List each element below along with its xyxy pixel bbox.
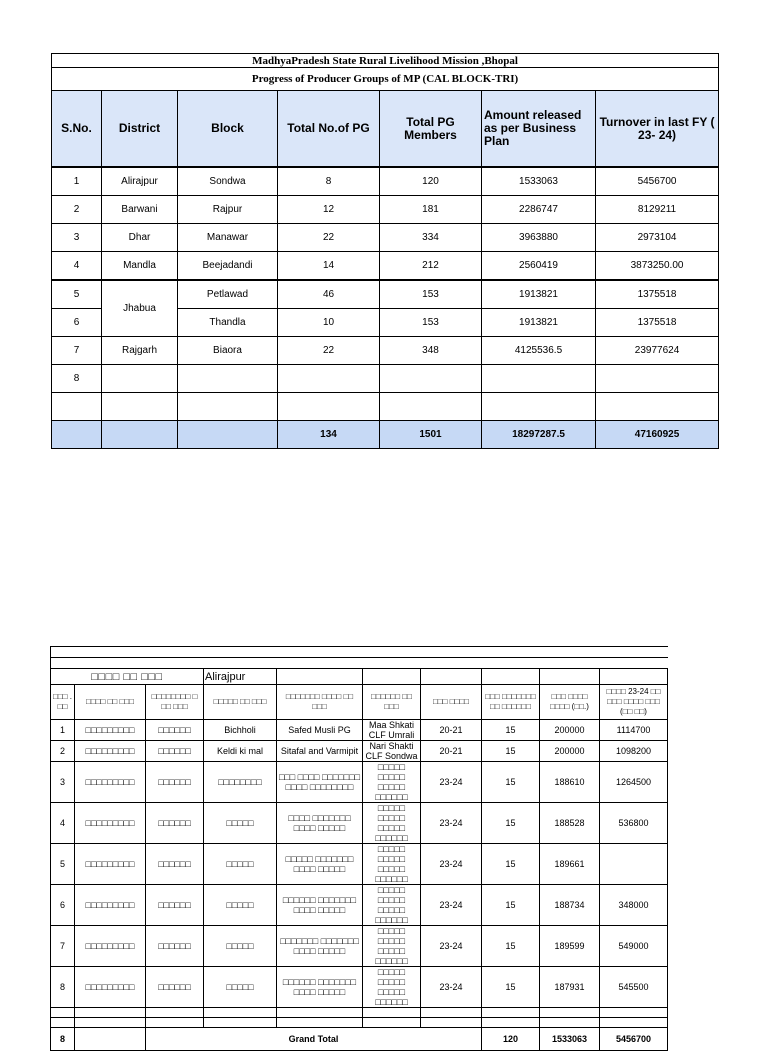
cell-year: 23-24 — [421, 926, 482, 967]
cell-empty — [178, 393, 278, 421]
cell-empty — [600, 669, 668, 685]
table-row — [51, 803, 668, 844]
cell-village: □□□□□ — [204, 803, 277, 844]
table-row — [52, 252, 719, 281]
cell-members: 15 — [482, 885, 540, 926]
cell-clf: Maa Shkati CLF Umrali — [363, 720, 421, 741]
cell-block — [178, 365, 278, 393]
cell-district: Rajgarh — [102, 337, 178, 365]
cell-members: 15 — [482, 844, 540, 885]
cell-empty — [146, 1008, 204, 1018]
cell-empty — [482, 393, 596, 421]
cell-amount: 200000 — [540, 720, 600, 741]
grand-total-amount: 1533063 — [540, 1028, 600, 1051]
total-turnover: 47160925 — [596, 421, 719, 449]
cell-amount: 1533063 — [482, 167, 596, 196]
cell-empty — [277, 1018, 363, 1028]
total-amount: 18297287.5 — [482, 421, 596, 449]
cell-amount: 3963880 — [482, 224, 596, 252]
cell-amount — [482, 365, 596, 393]
cell-pg: 22 — [278, 224, 380, 252]
cell-members: 15 — [482, 926, 540, 967]
cell-village: Keldi ki mal — [204, 741, 277, 762]
cell-empty — [421, 1008, 482, 1018]
table-row — [52, 365, 719, 393]
cell-district — [102, 365, 178, 393]
table-row — [52, 224, 719, 252]
cell-district: Jhabua — [102, 280, 178, 337]
cell-year: 20-21 — [421, 741, 482, 762]
cell-empty — [278, 393, 380, 421]
cell-amount: 200000 — [540, 741, 600, 762]
cell-empty — [51, 1008, 75, 1018]
cell-empty — [600, 1008, 668, 1018]
cell-members: 153 — [380, 280, 482, 309]
cell-sno: 3 — [51, 762, 75, 803]
cell-block: Thandla — [178, 309, 278, 337]
cell-block: Beejadandi — [178, 252, 278, 281]
cell-pg-name: □□□ □□□□ □□□□□□□ □□□□ □□□□□□□□ — [277, 762, 363, 803]
cell-block: □□□□□□ — [146, 885, 204, 926]
cell-turnover: 348000 — [600, 885, 668, 926]
cell-clf: □□□□□ □□□□□ □□□□□ □□□□□□ — [363, 967, 421, 1008]
cell-sno: 5 — [52, 280, 102, 309]
header-members: □□□ □□□□□□□ □□ □□□□□□ — [482, 685, 540, 720]
cell-members: 15 — [482, 967, 540, 1008]
cell-turnover: 2973104 — [596, 224, 719, 252]
cell-amount: 188610 — [540, 762, 600, 803]
cell-empty — [540, 1008, 600, 1018]
cell-pg: 22 — [278, 337, 380, 365]
cell-empty — [52, 421, 102, 449]
cell-district: □□□□□□□□□ — [75, 803, 146, 844]
grand-total-turnover: 5456700 — [600, 1028, 668, 1051]
cell-amount: 189599 — [540, 926, 600, 967]
cell-turnover: 549000 — [600, 926, 668, 967]
district-value: Alirajpur — [204, 669, 277, 685]
cell-year: 20-21 — [421, 720, 482, 741]
cell-members: 348 — [380, 337, 482, 365]
cell-turnover: 536800 — [600, 803, 668, 844]
cell-members: 120 — [380, 167, 482, 196]
cell-empty — [75, 1028, 146, 1051]
cell-clf: □□□□□ □□□□□ □□□□□ □□□□□□ — [363, 803, 421, 844]
cell-amount: 1913821 — [482, 309, 596, 337]
cell-empty — [51, 1018, 75, 1028]
cell-sno: 7 — [51, 926, 75, 967]
table-subtitle: Progress of Producer Groups of MP (CAL BLOCK-TRI) — [52, 68, 719, 91]
cell-block: □□□□□□ — [146, 762, 204, 803]
blank-row — [51, 658, 668, 669]
producer-groups-progress-table — [51, 53, 719, 449]
cell-pg-name: □□□□ □□□□□□□ □□□□ □□□□□ — [277, 803, 363, 844]
cell-year: 23-24 — [421, 803, 482, 844]
cell-block: □□□□□□ — [146, 741, 204, 762]
cell-sno: 3 — [52, 224, 102, 252]
header-amount: □□□ □□□□ □□□□ (□□.) — [540, 685, 600, 720]
cell-village: □□□□□ — [204, 885, 277, 926]
cell-pg: 12 — [278, 196, 380, 224]
cell-district: □□□□□□□□□ — [75, 741, 146, 762]
cell-village: □□□□□ — [204, 926, 277, 967]
cell-sno: 2 — [51, 741, 75, 762]
cell-amount: 188528 — [540, 803, 600, 844]
cell-empty — [600, 1018, 668, 1028]
header-clf: □□□□□□ □□ □□□ — [363, 685, 421, 720]
header-year: □□□ □□□□ — [421, 685, 482, 720]
cell-village: □□□□□ — [204, 967, 277, 1008]
district-row — [51, 669, 668, 685]
cell-empty — [380, 393, 482, 421]
cell-block: Sondwa — [178, 167, 278, 196]
header-total-members: Total PG Members — [380, 91, 482, 168]
table-header-row — [52, 91, 719, 168]
cell-clf: □□□□□ □□□□□ □□□□□ □□□□□□ — [363, 762, 421, 803]
cell-year: 23-24 — [421, 885, 482, 926]
cell-turnover: 1375518 — [596, 309, 719, 337]
cell-empty — [421, 1018, 482, 1028]
cell-empty — [540, 1018, 600, 1028]
total-members: 1501 — [380, 421, 482, 449]
cell-turnover — [596, 365, 719, 393]
cell-members: 153 — [380, 309, 482, 337]
cell-district: □□□□□□□□□ — [75, 926, 146, 967]
header-amount: Amount released as per Business Plan — [482, 91, 596, 168]
cell-pg-name: Sitafal and Varmipit — [277, 741, 363, 762]
cell-sno: 1 — [51, 720, 75, 741]
cell-empty — [75, 1018, 146, 1028]
cell-district: □□□□□□□□□ — [75, 844, 146, 885]
cell-turnover: 1098200 — [600, 741, 668, 762]
cell-empty — [540, 669, 600, 685]
table-row — [51, 762, 668, 803]
cell-empty — [363, 669, 421, 685]
cell-pg: 10 — [278, 309, 380, 337]
cell-district: □□□□□□□□□ — [75, 762, 146, 803]
cell-year: 23-24 — [421, 844, 482, 885]
district-label: □□□□ □□ □□□ — [51, 669, 204, 685]
cell-amount: 187931 — [540, 967, 600, 1008]
cell-pg: 46 — [278, 280, 380, 309]
cell-sno: 8 — [52, 365, 102, 393]
header-total-pg: Total No.of PG — [278, 91, 380, 168]
cell-empty — [277, 669, 363, 685]
cell-district: Barwani — [102, 196, 178, 224]
cell-block: □□□□□□ — [146, 926, 204, 967]
cell-block: Rajpur — [178, 196, 278, 224]
cell-pg-name: □□□□□□ □□□□□□□ □□□□ □□□□□ — [277, 967, 363, 1008]
cell-members: 334 — [380, 224, 482, 252]
cell-block: □□□□□□ — [146, 844, 204, 885]
cell-district: □□□□□□□□□ — [75, 885, 146, 926]
header-district: District — [102, 91, 178, 168]
grand-total-members: 120 — [482, 1028, 540, 1051]
cell-amount: 188734 — [540, 885, 600, 926]
table-row — [51, 926, 668, 967]
cell-sno: 4 — [52, 252, 102, 281]
cell-sno: 1 — [52, 167, 102, 196]
cell-pg-name: Safed Musli PG — [277, 720, 363, 741]
header-block: Block — [178, 91, 278, 168]
cell-members: 15 — [482, 762, 540, 803]
cell-members — [380, 365, 482, 393]
cell-clf: □□□□□ □□□□□ □□□□□ □□□□□□ — [363, 885, 421, 926]
cell-empty — [102, 421, 178, 449]
cell-pg-name: □□□□□□ □□□□□□□ □□□□ □□□□□ — [277, 885, 363, 926]
cell-empty — [146, 1018, 204, 1028]
table-row — [51, 720, 668, 741]
cell-members: 15 — [482, 720, 540, 741]
header-village: □□□□□ □□ □□□ — [204, 685, 277, 720]
cell-district: □□□□□□□□□ — [75, 720, 146, 741]
table-row — [52, 167, 719, 196]
cell-members: 15 — [482, 803, 540, 844]
header-sno: □□□ . □□ — [51, 685, 75, 720]
cell-empty — [596, 393, 719, 421]
total-pg: 134 — [278, 421, 380, 449]
cell-year: 23-24 — [421, 967, 482, 1008]
table-row — [51, 844, 668, 885]
table-row — [51, 967, 668, 1008]
cell-sno: 4 — [51, 803, 75, 844]
cell-village: □□□□□□□□ — [204, 762, 277, 803]
cell-turnover: 3873250.00 — [596, 252, 719, 281]
grand-total-row — [51, 1028, 668, 1051]
cell-sno: 8 — [51, 967, 75, 1008]
cell-empty — [482, 1018, 540, 1028]
cell-sno: 6 — [52, 309, 102, 337]
cell-turnover: 1375518 — [596, 280, 719, 309]
cell-turnover: 23977624 — [596, 337, 719, 365]
cell-empty — [482, 1008, 540, 1018]
cell-district: Mandla — [102, 252, 178, 281]
header-pg-name: □□□□□□□ □□□□ □□ □□□ — [277, 685, 363, 720]
cell-empty — [277, 1008, 363, 1018]
cell-block: □□□□□□ — [146, 803, 204, 844]
cell-empty — [482, 669, 540, 685]
header-turnover: □□□□ 23-24 □□ □□□ □□□□ □□□ (□□ □□) — [600, 685, 668, 720]
table-row-empty — [52, 393, 719, 421]
cell-village: Bichholi — [204, 720, 277, 741]
detail-header-row — [51, 685, 668, 720]
cell-empty — [363, 1018, 421, 1028]
cell-turnover: 545500 — [600, 967, 668, 1008]
cell-empty — [75, 1008, 146, 1018]
cell-empty — [363, 1008, 421, 1018]
cell-empty — [178, 421, 278, 449]
cell-pg — [278, 365, 380, 393]
cell-turnover: 1114700 — [600, 720, 668, 741]
cell-sno: 5 — [51, 844, 75, 885]
cell-members: 212 — [380, 252, 482, 281]
cell-block: □□□□□□ — [146, 967, 204, 1008]
cell-block: Manawar — [178, 224, 278, 252]
alirajpur-detail-table — [50, 646, 668, 1051]
cell-block: □□□□□□ — [146, 720, 204, 741]
cell-block: Biaora — [178, 337, 278, 365]
cell-amount: 2560419 — [482, 252, 596, 281]
cell-district: Dhar — [102, 224, 178, 252]
spacer-row — [51, 1008, 668, 1018]
cell-turnover: 5456700 — [596, 167, 719, 196]
cell-members: 181 — [380, 196, 482, 224]
cell-turnover: 1264500 — [600, 762, 668, 803]
cell-sno: 6 — [51, 885, 75, 926]
cell-empty — [102, 393, 178, 421]
header-district: □□□□ □□ □□□ — [75, 685, 146, 720]
header-turnover: Turnover in last FY ( 23- 24) — [596, 91, 719, 168]
cell-turnover: 8129211 — [596, 196, 719, 224]
table-row — [52, 280, 719, 309]
cell-district: Alirajpur — [102, 167, 178, 196]
cell-empty — [421, 669, 482, 685]
org-title: MadhyaPradesh State Rural Livelihood Mission ,Bhopal — [52, 54, 719, 68]
cell-village: □□□□□ — [204, 844, 277, 885]
cell-district: □□□□□□□□□ — [75, 967, 146, 1008]
spacer-row — [51, 1018, 668, 1028]
cell-pg-name: □□□□□ □□□□□□□ □□□□ □□□□□ — [277, 844, 363, 885]
cell-year: 23-24 — [421, 762, 482, 803]
cell-amount: 1913821 — [482, 280, 596, 309]
blank-row — [51, 647, 668, 658]
cell-clf: □□□□□ □□□□□ □□□□□ □□□□□□ — [363, 926, 421, 967]
cell-amount: 4125536.5 — [482, 337, 596, 365]
cell-amount: 2286747 — [482, 196, 596, 224]
table-row — [51, 885, 668, 926]
cell-block: Petlawad — [178, 280, 278, 309]
cell-empty — [52, 393, 102, 421]
cell-amount: 189661 — [540, 844, 600, 885]
table-row — [52, 337, 719, 365]
table-row — [52, 196, 719, 224]
cell-clf: Nari Shakti CLF Sondwa — [363, 741, 421, 762]
grand-total-label: Grand Total — [146, 1028, 482, 1051]
cell-sno: 2 — [52, 196, 102, 224]
cell-members: 15 — [482, 741, 540, 762]
totals-row — [52, 421, 719, 449]
header-block: □□□□□□□□ □ □□ □□□ — [146, 685, 204, 720]
header-sno: S.No. — [52, 91, 102, 168]
cell-clf: □□□□□ □□□□□ □□□□□ □□□□□□ — [363, 844, 421, 885]
cell-pg: 8 — [278, 167, 380, 196]
cell-empty — [204, 1018, 277, 1028]
cell-pg-name: □□□□□□□ □□□□□□□ □□□□ □□□□□ — [277, 926, 363, 967]
cell-pg: 14 — [278, 252, 380, 281]
cell-empty — [204, 1008, 277, 1018]
grand-total-sno: 8 — [51, 1028, 75, 1051]
cell-turnover — [600, 844, 668, 885]
cell-sno: 7 — [52, 337, 102, 365]
table-row — [51, 741, 668, 762]
